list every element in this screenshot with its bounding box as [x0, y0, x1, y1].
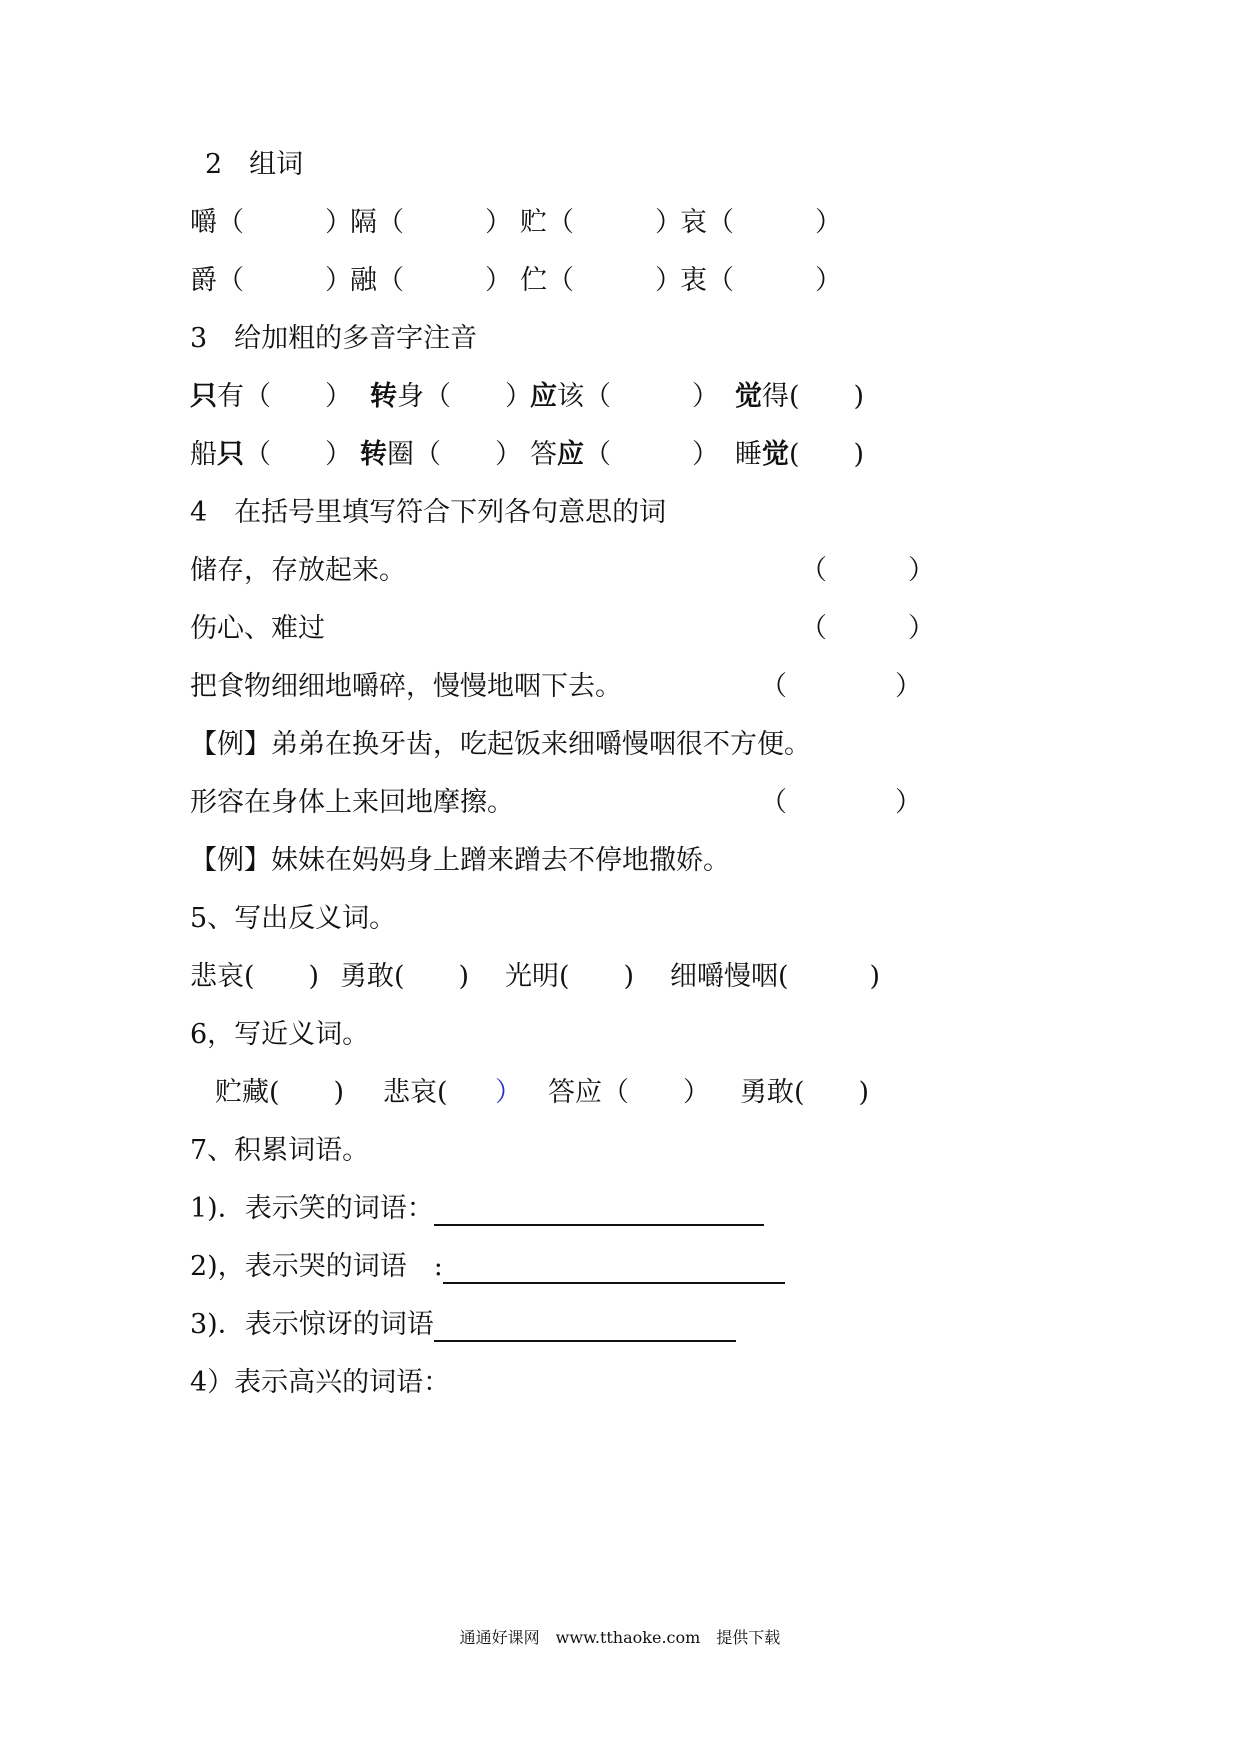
- q5-item: 细嚼慢咽( ): [670, 961, 881, 992]
- q2-row2-item: 融（ ）: [350, 265, 512, 296]
- q5-item: 光明( ): [505, 961, 635, 992]
- q5-item: 悲哀( ): [190, 961, 320, 992]
- q3-row1-item: 应该（ ）: [530, 381, 719, 412]
- q3-row1-item: 转身（ ）: [370, 381, 532, 412]
- q3-title: 3 给加粗的多音字注音: [190, 323, 478, 354]
- q3-row1-item: 觉得( ): [735, 381, 865, 412]
- q6-item: 勇敢( ): [740, 1077, 870, 1108]
- q7-title: 7、积累词语。: [190, 1135, 370, 1166]
- q4-item-text: 伤心、难过: [190, 613, 325, 644]
- answer-line: [443, 1254, 785, 1284]
- q4-item-blank: （ ）: [760, 671, 922, 702]
- q7-item-2: 2)，表示哭的词语 :: [190, 1250, 785, 1284]
- q2-row1-item: 哀（ ）: [680, 207, 842, 238]
- q3-row2-item: 船只（ ）: [190, 439, 352, 470]
- q2-row1-item: 隔（ ）: [350, 207, 512, 238]
- q7-item-4: 4）表示高兴的词语：: [190, 1367, 451, 1398]
- answer-line: [434, 1312, 736, 1342]
- q7-item-3: 3)．表示惊讶的词语: [190, 1308, 736, 1342]
- q3-row2-item: 睡觉( ): [735, 439, 865, 470]
- q4-item-blank: （ ）: [760, 787, 922, 818]
- q5-title: 5、写出反义词。: [190, 903, 397, 934]
- q2-row2-item: 衷（ ）: [680, 265, 842, 296]
- q4-example: 【例】妹妹在妈妈身上蹭来蹭去不停地撒娇。: [190, 845, 730, 876]
- q6-item: 贮藏( ): [215, 1077, 345, 1108]
- q6-title: 6，写近义词。: [190, 1019, 370, 1050]
- q6-item: 答应（ ）: [548, 1077, 710, 1108]
- q2-title: 2 组词: [205, 149, 304, 180]
- q4-item-text: 储存，存放起来。: [190, 555, 406, 586]
- q4-example: 【例】弟弟在换牙齿，吃起饭来细嚼慢咽很不方便。: [190, 729, 811, 760]
- q4-item-blank: （ ）: [800, 613, 935, 644]
- page-footer: 通通好课网 www.tthaoke.com 提供下载: [459, 1628, 781, 1647]
- q3-row2-item: 答应（ ）: [530, 439, 719, 470]
- q3-row2-item: 转圈（ ）: [360, 439, 522, 470]
- q3-row1-item: 只有（ ）: [190, 381, 352, 412]
- q2-row2-item: 伫（ ）: [520, 265, 682, 296]
- q4-item-blank: （ ）: [800, 555, 935, 586]
- q7-item-1: 1)．表示笑的词语：: [190, 1192, 764, 1226]
- q2-row2-item: 爵（ ）: [190, 265, 352, 296]
- q2-row1-item: 嚼（ ）: [190, 207, 352, 238]
- q4-item-text: 形容在身体上来回地摩擦。: [190, 787, 514, 818]
- q2-row1-item: 贮（ ）: [520, 207, 682, 238]
- q4-item-text: 把食物细细地嚼碎，慢慢地咽下去。: [190, 671, 622, 702]
- q4-title: 4 在括号里填写符合下列各句意思的词: [190, 497, 667, 528]
- q6-item: 悲哀(: [383, 1077, 448, 1108]
- q6-item-bracket: ）: [495, 1077, 522, 1108]
- answer-line: [434, 1196, 764, 1226]
- q5-item: 勇敢( ): [340, 961, 470, 992]
